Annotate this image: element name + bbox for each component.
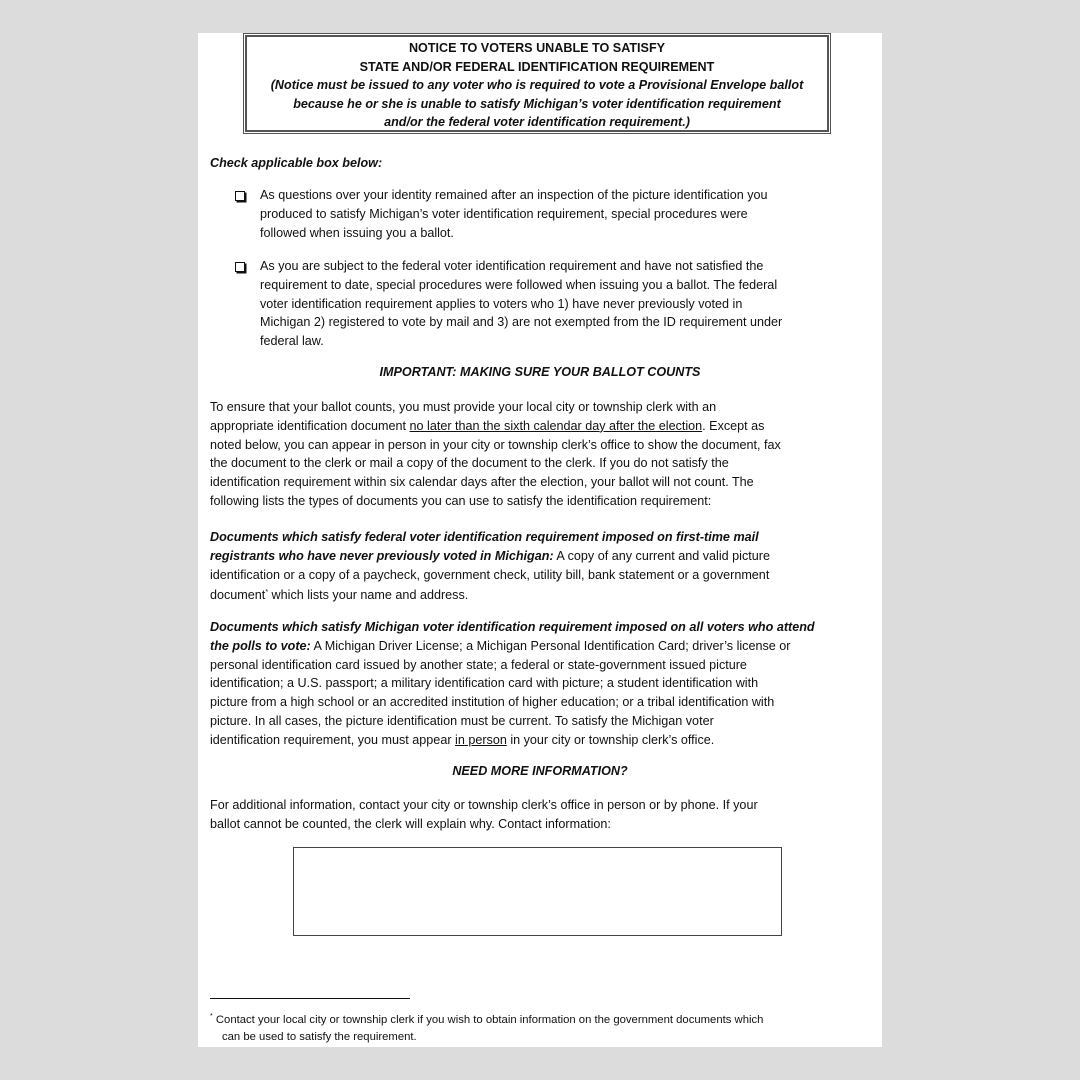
paragraph-line: ballot cannot be counted, the clerk will explain why. Contact information: [210, 816, 611, 831]
checkbox-text-line: Michigan 2) registered to vote by mail and 3) are not exempted from the ID requirement under [260, 315, 783, 330]
checkbox-text-line: produced to satisfy Michigan’s voter identification requirement, special procedures were [260, 206, 748, 221]
text-span: A copy of any current and valid picture [553, 548, 770, 563]
federal-documents-paragraph [210, 528, 865, 605]
paragraph-line: To ensure that your ballot counts, you must provide your local city or township clerk with an [210, 400, 717, 414]
paragraph-line [210, 417, 865, 436]
checkbox-text-line: followed when issuing you a ballot. [260, 225, 454, 240]
text-span: registrants who have never previously voted in Michigan: [210, 548, 554, 563]
text-span: . Except as [702, 418, 765, 433]
text-span: appropriate identification document [210, 418, 410, 433]
paragraph-line: picture from a high school or an accredited institution of higher education; or a tribal identification with [210, 695, 775, 710]
in-person-underlined: in person [455, 732, 507, 747]
paragraph-line: following lists the types of documents you can use to satisfy the identification requirement: [210, 493, 712, 508]
footnote-divider [210, 998, 410, 999]
document-page [198, 33, 882, 1047]
deadline-underlined: no later than the sixth calendar day after the election [409, 418, 703, 433]
checkbox-text-line: As you are subject to the federal voter identification requirement and have not satisfied the [260, 259, 764, 273]
notice-subtitle-line2: because he or she is unable to satisfy Michigan’s voter identification requirement [293, 96, 781, 111]
text-span: identification requirement, you must appear [210, 732, 456, 747]
checkbox-federal-requirement[interactable] [235, 262, 245, 272]
checkbox-text-line: federal law. [260, 334, 324, 349]
text-span: Contact your local city or township clerk if you wish to obtain information on the government documents which [212, 1013, 764, 1026]
important-heading: IMPORTANT: MAKING SURE YOUR BALLOT COUNTS [379, 365, 701, 379]
text-span: which lists your name and address. [268, 588, 469, 603]
footnote-marker: * [265, 589, 269, 597]
notice-title-line1: NOTICE TO VOTERS UNABLE TO SATISFY [408, 41, 666, 55]
paragraph-line: Documents which satisfy Michigan voter identification requirement imposed on all voters who attend [210, 620, 815, 634]
paragraph-line: the document to the clerk or mail a copy of the document to the clerk. If you do not satisfy the [210, 456, 729, 471]
footnote-line: can be used to satisfy the requirement. [222, 1030, 417, 1043]
text-span: in your city or township clerk’s office. [506, 732, 715, 747]
contact-info-box[interactable] [293, 847, 782, 936]
ensure-paragraph [210, 398, 865, 511]
footnote-line [210, 1008, 865, 1029]
paragraph-line: noted below, you can appear in person in your city or township clerk’s office to show the document, fax [210, 437, 781, 452]
notice-box [245, 35, 829, 132]
checkbox-text [260, 257, 858, 351]
paragraph-line [210, 584, 865, 605]
checkbox-text [260, 186, 858, 242]
footnote-marker: * [210, 1013, 213, 1020]
paragraph-line [210, 547, 865, 566]
footnote [210, 1008, 865, 1046]
paragraph-line [210, 637, 865, 656]
need-more-info-heading: NEED MORE INFORMATION? [452, 764, 628, 778]
paragraph-line: personal identification card issued by another state; a federal or state-government issued picture [210, 657, 747, 672]
paragraph-line [210, 731, 865, 750]
checkbox-text-line: voter identification requirement applies to voters who 1) have never previously voted in [260, 296, 743, 311]
notice-title-line2: STATE AND/OR FEDERAL IDENTIFICATION REQUIREMENT [359, 59, 715, 74]
check-instruction: Check applicable box below: [210, 156, 383, 170]
paragraph-line: identification requirement within six calendar days after the election, your ballot will not count. The [210, 475, 754, 490]
michigan-documents-paragraph [210, 618, 865, 750]
notice-subtitle-line1: (Notice must be issued to any voter who is required to vote a Provisional Envelope ballot [270, 78, 804, 92]
paragraph-line: picture. In all cases, the picture identification must be current. To satisfy the Michigan voter [210, 713, 714, 728]
checkbox-text-line: As questions over your identity remained after an inspection of the picture identification you [260, 188, 768, 202]
text-span: A Michigan Driver License; a Michigan Personal Identification Card; driver’s license or [310, 638, 791, 653]
notice-subtitle-line3: and/or the federal voter identification requirement.) [384, 115, 690, 129]
paragraph-line: For additional information, contact your city or township clerk’s office in person or by phone. If your [210, 798, 758, 812]
paragraph-line: identification; a U.S. passport; a military identification card with picture; a student identification with [210, 676, 759, 691]
paragraph-line: Documents which satisfy federal voter identification requirement imposed on first-time mail [210, 530, 759, 544]
text-span: document [210, 588, 266, 603]
paragraph-line: identification or a copy of a paycheck, government check, utility bill, bank statement or a government [210, 567, 770, 582]
text-span: the polls to vote: [210, 638, 311, 653]
checkbox-identity-questions[interactable] [235, 191, 245, 201]
checkbox-text-line: requirement to date, special procedures were followed when issuing you a ballot. The federal [260, 277, 778, 292]
info-paragraph [210, 796, 865, 834]
